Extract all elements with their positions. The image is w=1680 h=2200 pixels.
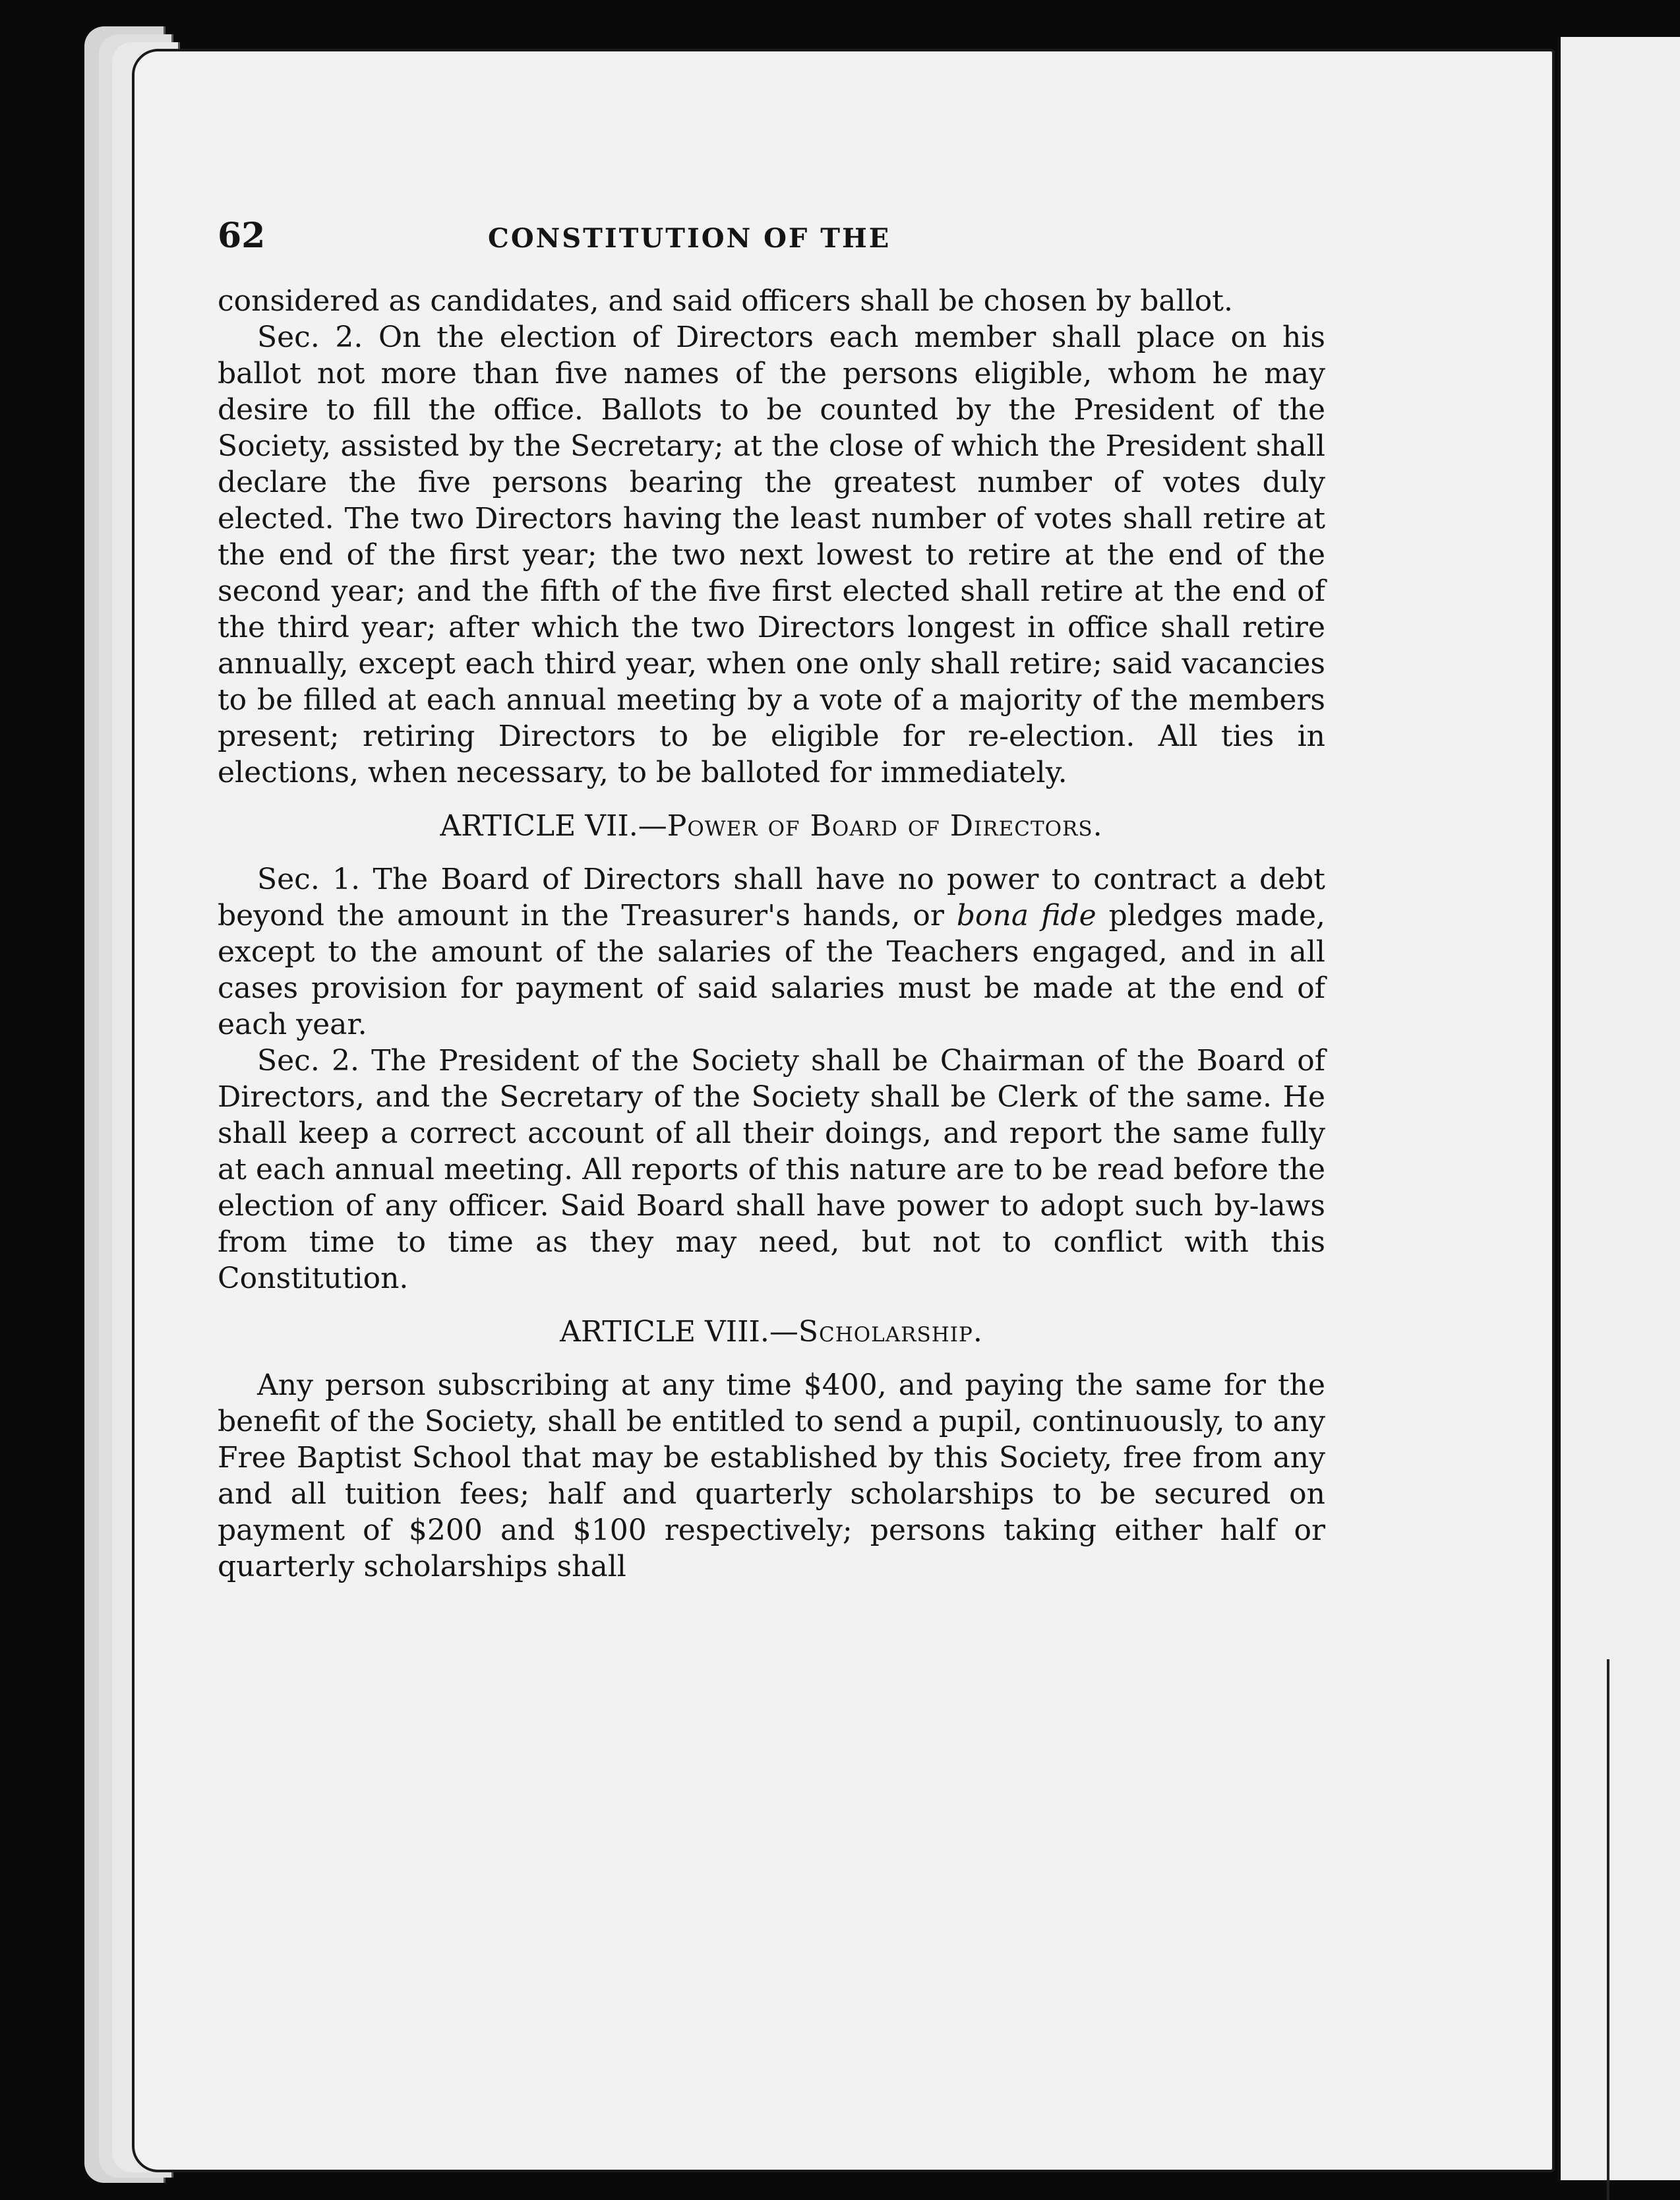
page-number: 62 <box>218 216 266 256</box>
article7-title: Power of Board of Directors. <box>667 809 1103 843</box>
article7-section1-text-b: pledges made, except to the amount of the salaries of the Teachers engaged, and in all cases provision for payment of said salaries must be made at the end of each year. <box>218 899 1326 1041</box>
article8-paragraph: Any person subscribing at any time $400, and paying the same for the benefit of the Society, shall be entitled to send a pupil, continuously, to any Free Baptist School that may be established by this Society, free from any and all tuition fees; half and quarterly scholarships to be secured on payment of $200 and $100 respectively; persons taking either half or quarterly scholarships shall <box>218 1368 1325 1583</box>
article8-title: Scholarship. <box>798 1315 983 1349</box>
running-head <box>218 218 1325 257</box>
article8-number: ARTICLE VIII.— <box>560 1315 798 1349</box>
article7-section2-paragraph: Sec. 2. The President of the Society shall be Chairman of the Board of Directors, and the Secretary of the Society shall be Clerk of the same. He shall keep a correct account of all their doings, and report the same fully at each annual meeting. All reports of this nature are to be read before the election of any officer. Said Board shall have power to adopt such by-laws from time to time as they may need, but not to conflict with this Constitution. <box>218 1044 1325 1295</box>
page-fold-line <box>1607 1659 1609 2200</box>
article7-number: ARTICLE VII.— <box>440 809 667 843</box>
article7-section1-text-a: Sec. 1. The Board of Directors shall have no power to contract a debt beyond the amount in the Treasurer's hands, or <box>218 863 1325 932</box>
facing-page-edge <box>1557 37 1680 2180</box>
article7-section1-paragraph <box>218 861 1325 1043</box>
article7-heading <box>218 808 1325 844</box>
continuation-paragraph: considered as candidates, and said officers shall be chosen by ballot. <box>218 284 1233 318</box>
article8-heading <box>218 1314 1325 1350</box>
running-title: CONSTITUTION OF THE <box>488 223 891 254</box>
article7-section1-italic: bona fide <box>956 899 1096 932</box>
page-text-block <box>218 218 1325 1585</box>
article6-section2-paragraph: Sec. 2. On the election of Directors each member shall place on his ballot not more than five names of the persons eligible, whom he may desire to fill the office. Ballots to be counted by the President of the Society, assisted by the Secretary; at the close of which the President shall declare the five persons bearing the greatest number of votes duly elected. The two Directors having the least number of votes shall retire at the end of the first year; the two next lowest to retire at the end of the second year; and the fifth of the five first elected shall retire at the end of the third year; after which the two Directors longest in office shall retire annually, except each third year, when one only shall retire; said vacancies to be filled at each annual meeting by a vote of a majority of the members present; retiring Directors to be eligible for re-election. All ties in elections, when necessary, to be balloted for immediately. <box>218 321 1325 789</box>
